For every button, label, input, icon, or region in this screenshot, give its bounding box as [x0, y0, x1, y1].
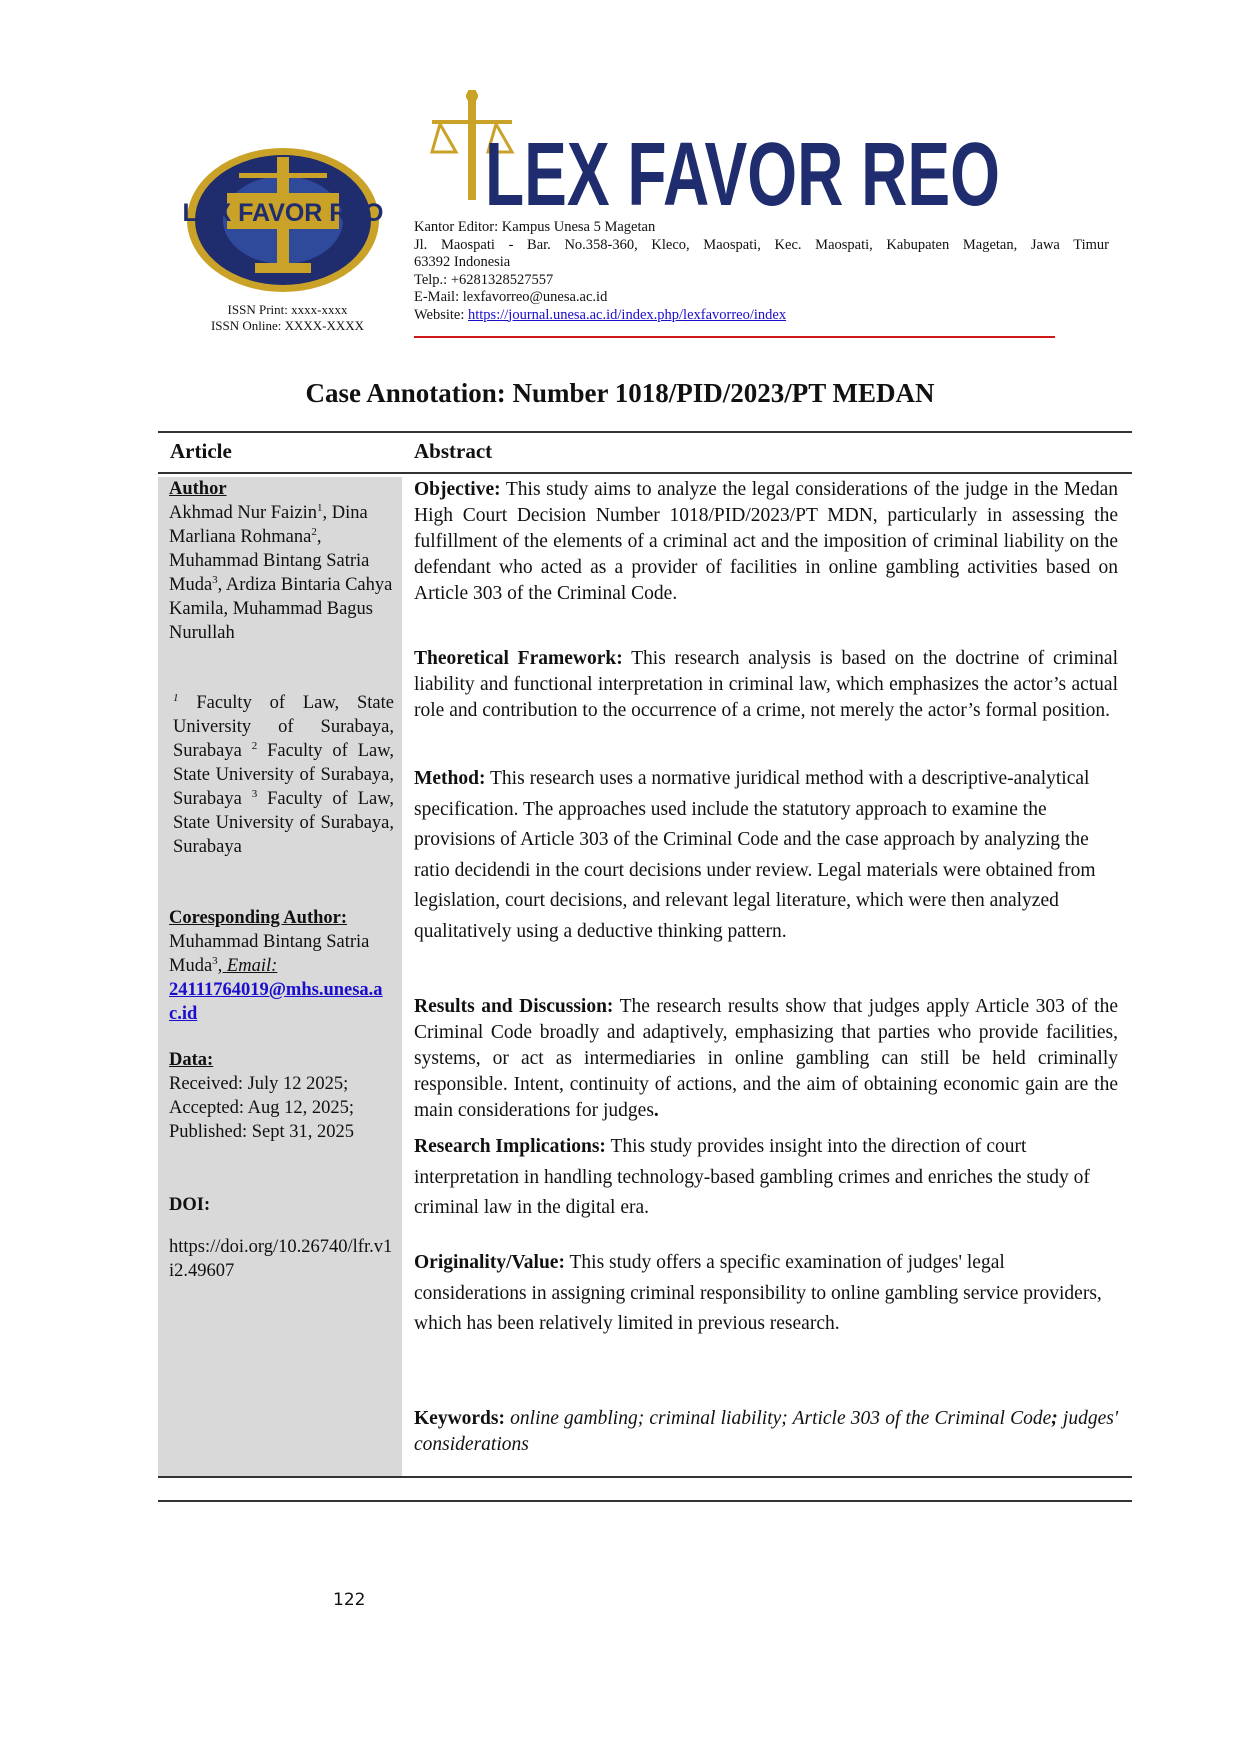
keywords-separator: ; — [1051, 1408, 1058, 1429]
author-name-2: , Dina Marliana Rohmana — [169, 503, 368, 547]
data-label: Data: — [169, 1050, 214, 1070]
received-date: Received: July 12 2025; — [169, 1074, 349, 1094]
method-text: This research uses a normative juridical method with a descriptive-analytical specification. The approaches used include the statutory approach to examine the provisions of Article 303 of the Criminal Code and the case approach by analyzing the ratio decidendi in the court decisions under review. Legal materials were obtained from legislation, court decisions, and relevant legal literature, which were then analyzed qualitatively using a deductive thinking pattern. — [414, 768, 1096, 942]
abstract-keywords — [414, 1406, 1118, 1458]
originality-text: This study offers a specific examination of judges' legal considerations in assigning criminal responsibility to online gambling service providers, which has been relatively limited in previous research. — [414, 1252, 1102, 1334]
website-link[interactable]: https://journal.unesa.ac.id/index.php/lexfavorreo/index — [468, 306, 787, 323]
page-content-rule — [158, 1500, 1132, 1502]
keywords-text-b: judges' considerations — [414, 1408, 1118, 1455]
office-line: Kantor Editor: Kampus Unesa 5 Magetan — [414, 219, 656, 235]
results-end: . — [653, 1100, 659, 1121]
banner-wordmark-text: LEX FAVOR REO — [485, 125, 1000, 225]
abstract-framework — [414, 646, 1118, 724]
author-section — [169, 477, 394, 645]
issn-block — [160, 302, 415, 334]
framework-label: Theoretical Framework: — [414, 648, 623, 669]
email-line: E-Mail: lexfavorreo@unesa.ac.id — [414, 289, 608, 305]
article-title: Case Annotation: Number 1018/PID/2023/PT MEDAN — [305, 378, 935, 408]
corresponding-author-section — [169, 906, 394, 1026]
author-list — [169, 501, 394, 645]
framework-text: This research analysis is based on the doctrine of criminal liability and functional interpretation in criminal law, which emphasizes the actor’s actual role and contribution to the occurrence of a crime, not merely the actor’s formal position. — [414, 648, 1118, 721]
address-line-2: 63392 Indonesia — [414, 254, 511, 270]
aff-text-3: Faculty of Law, State University of Surabaya, Surabaya — [173, 789, 394, 857]
table-header-rule — [158, 472, 1132, 474]
header-red-rule — [414, 336, 1055, 338]
abstract-column-header: Abstract — [414, 439, 493, 463]
implications-label: Research Implications: — [414, 1136, 606, 1157]
results-label: Results and Discussion: — [414, 996, 614, 1017]
journal-banner-logo — [430, 90, 1005, 225]
logo-emblem-text: LEX FAVOR REO — [182, 199, 384, 227]
objective-label: Objective: — [414, 479, 501, 500]
author-label: Author — [169, 479, 227, 499]
abstract-originality — [414, 1248, 1118, 1340]
originality-label: Originality/Value: — [414, 1252, 565, 1273]
author-name-1: Akhmad Nur Faizin — [169, 503, 317, 523]
author-sup-3: 3 — [212, 573, 218, 586]
abstract-objective — [414, 477, 1118, 607]
author-name-rest: , Ardiza Bintaria Cahya Kamila, Muhammad Bagus Nurullah — [169, 575, 393, 643]
aff-sup-3: 3 — [251, 787, 258, 800]
accepted-date: Accepted: Aug 12, 2025; — [169, 1098, 354, 1118]
implications-text: This study provides insight into the direction of court interpretation in handling technology-based gambling crimes and enriches the study of criminal law in the digital era. — [414, 1136, 1090, 1218]
author-name-3: , Muhammad Bintang Satria Muda — [169, 527, 370, 595]
website-label: Website: — [414, 306, 465, 323]
corresponding-email-link[interactable]: 24111764019@mhs.unesa.ac.id — [169, 980, 383, 1024]
author-sup-1: 1 — [316, 501, 323, 514]
abstract-method — [414, 764, 1118, 947]
article-column-header: Article — [170, 439, 232, 463]
keywords-text-a: online gambling; criminal liability; Article 303 of the Criminal Code — [505, 1408, 1052, 1429]
abstract-results — [414, 994, 1118, 1124]
doi-value: https://doi.org/10.26740/lfr.v1i2.49607 — [169, 1237, 393, 1281]
journal-logo-emblem — [183, 145, 383, 295]
abstract-implications — [414, 1132, 1118, 1224]
website-line — [414, 307, 1109, 325]
keywords-label: Keywords: — [414, 1408, 505, 1429]
table-top-rule — [158, 431, 1132, 433]
table-bottom-rule — [158, 1476, 1132, 1478]
aff-sup-2: 2 — [251, 739, 258, 752]
issn-print: ISSN Print: xxxx-xxxx — [227, 302, 348, 317]
issn-online: ISSN Online: XXXX-XXXX — [210, 318, 365, 333]
published-date: Published: Sept 31, 2025 — [169, 1122, 355, 1142]
data-section — [169, 1048, 394, 1144]
author-sup-2: 2 — [311, 525, 317, 538]
contact-block — [414, 219, 1109, 324]
aff-text-1: Faculty of Law, State University of Surabaya, Surabaya — [173, 693, 394, 761]
method-label: Method: — [414, 768, 486, 789]
results-text: The research results show that judges apply Article 303 of the Criminal Code broadly and adaptively, emphasizing that parties who provide facilities, systems, or act as intermediaries in online gambling can still be held criminally responsible. Intent, continuity of actions, and the aim of obtaining economic gain are the main considerations for judges — [414, 996, 1118, 1121]
address-line-1: Jl. Maospati - Bar. No.358-360, Kleco, Maospati, Kec. Maospati, Kabupaten Magetan, Jawa Timur — [414, 236, 1109, 253]
phone-line: Telp.: +6281328527557 — [414, 271, 554, 288]
affiliations — [173, 691, 394, 859]
corresponding-author-label: Coresponding Author: — [169, 908, 348, 928]
page-number: 122 — [333, 1590, 366, 1610]
aff-sup-1: 1 — [173, 691, 179, 704]
corr-email-label: , Email: — [217, 956, 278, 976]
corresponding-author-name: Muhammad Bintang Satria Muda$^3$, Email: — [169, 932, 370, 976]
objective-text: This study aims to analyze the legal considerations of the judge in the Medan High Court Decision Number 1018/PID/2023/PT MDN, particularly in assessing the fulfillment of the elements of a criminal act and the imposition of criminal liability on the defendant who acted as a provider of facilities in online gambling activities based on Article 303 of the Criminal Code. — [414, 479, 1118, 604]
aff-text-2: Faculty of Law, State University of Surabaya, Surabaya — [173, 741, 394, 809]
article-info-panel — [158, 477, 402, 1476]
doi-label: DOI: — [169, 1195, 211, 1215]
